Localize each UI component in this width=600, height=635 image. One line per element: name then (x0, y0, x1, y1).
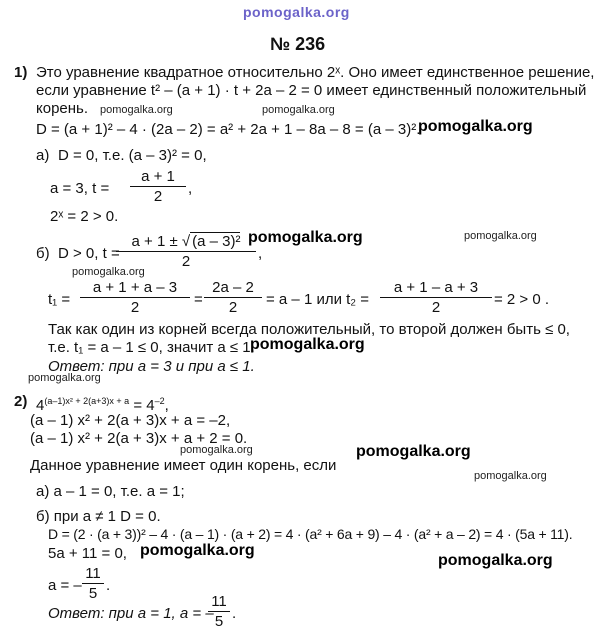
watermark-bold: pomogalka.org (356, 443, 471, 460)
t1-fraction-simplified (204, 279, 262, 316)
t2-fraction (380, 279, 492, 316)
case-b-label: б) (36, 245, 50, 262)
case-a-fraction (130, 168, 186, 205)
eq-exponent: (a–1)x² + 2(a+3)x + a (44, 396, 130, 406)
case-a-label: а) (36, 147, 50, 164)
watermark-small: pomogalka.org (72, 266, 145, 278)
part2-answer-fraction (208, 593, 230, 630)
part2-answer: Ответ: при a = 1, a = – (48, 605, 214, 622)
watermark-top: pomogalka.org (243, 4, 350, 20)
equals-sign: = (194, 291, 203, 308)
case-b-comma: , (258, 245, 263, 262)
watermark-bold: pomogalka.org (248, 229, 363, 246)
discriminant-line: D = (a + 1)² – 4 · (2a – 2) = a² + 2a + 1 – 8a – 8 = (a – 3)². (36, 121, 421, 138)
fraction-denominator: 2 (431, 299, 441, 316)
fraction-numerator: a + 1 + a – 3 (92, 279, 178, 296)
watermark-small: pomogalka.org (28, 372, 101, 384)
part2-line2: (a – 1) x² + 2(a + 3)x + a = –2, (30, 412, 231, 429)
note-line1: Так как один из корней всегда положительный, то второй должен быть ≤ 0, (48, 321, 570, 338)
watermark-bold: pomogalka.org (140, 542, 255, 559)
fraction-denominator: 5 (214, 613, 224, 630)
part2-marker: 2) (14, 393, 28, 410)
part1-line1: Это уравнение квадратное относительно 2ˣ. Оно имеет единственное решение, (36, 64, 595, 81)
fraction-bar (80, 297, 190, 298)
fraction-denominator: 2 (228, 299, 238, 316)
fraction-bar (208, 611, 230, 612)
fraction-numerator: a + 1 ± √ (a – 3)² (131, 233, 241, 250)
eq-rhs: = 4 (133, 397, 155, 414)
fraction-numerator: 2a – 2 (212, 279, 254, 296)
page-title: № 236 (270, 34, 326, 54)
watermark-small: pomogalka.org (100, 104, 173, 116)
fraction-bar (204, 297, 262, 298)
watermark-bold: pomogalka.org (438, 552, 553, 569)
part2-a-prefix: a = – (48, 577, 82, 594)
part2-line3: (a – 1) x² + 2(a + 3)x + a + 2 = 0. (30, 430, 248, 447)
fraction-numerator: a + 1 – a + 3 (393, 279, 479, 296)
eq-base: 4 (36, 397, 45, 414)
numerator-part: a + 1 ± (131, 233, 178, 250)
t1-prefix: t₁ = (48, 291, 71, 308)
case-b-condition: D > 0, t = (58, 245, 120, 262)
t1-fraction (80, 279, 190, 316)
part1-line2: если уравнение t² – (a + 1) · t + 2a – 2 = 0 имеет единственный положительный (36, 82, 587, 99)
fraction-denominator: 2 (181, 253, 191, 270)
fraction-numerator: 11 (211, 593, 227, 610)
case-a-comma: , (188, 180, 193, 197)
part2-case-b: б) при a ≠ 1 D = 0. (36, 508, 161, 525)
case-a-check: 2ˣ = 2 > 0. (50, 208, 119, 225)
part1-answer: Ответ: при a = 3 и при a ≤ 1. (48, 358, 255, 375)
part2-case-a: а) a – 1 = 0, т.е. a = 1; (36, 483, 185, 500)
fraction-numerator: a + 1 (141, 168, 175, 185)
fraction-bar (116, 251, 256, 252)
fraction-numerator: 11 (85, 565, 101, 582)
fraction-denominator: 5 (88, 585, 98, 602)
t1-tail: = a – 1 или t₂ = (266, 291, 370, 308)
part1-line3: корень. (36, 100, 89, 117)
note-line2: т.е. t₁ = a – 1 ≤ 0, значит a ≤ 1. (48, 339, 255, 356)
part2-line4: Данное уравнение имеет один корень, если (30, 457, 337, 474)
watermark-small: pomogalka.org (464, 230, 537, 242)
watermark-small: pomogalka.org (262, 104, 335, 116)
fraction-bar (130, 186, 186, 187)
part2-a-suffix: . (106, 577, 111, 594)
part1-marker: 1) (14, 64, 28, 81)
t2-tail: = 2 > 0 . (494, 291, 550, 308)
eq-tail: , (164, 397, 169, 414)
part2-discriminant: D = (2 · (a + 3))² – 4 · (a – 1) · (a + 2) = 4 · (a² + 6a + 9) – 4 · (a² + a – 2) = 4 · (5a + 11). (48, 526, 573, 542)
watermark-bold: pomogalka.org (250, 336, 365, 353)
part2-answer-suffix: . (232, 605, 237, 622)
watermark-small: pomogalka.org (474, 470, 547, 482)
fraction-denominator: 2 (153, 188, 163, 205)
part2-equation (36, 393, 169, 414)
radical-content: (a – 3)² (192, 233, 241, 250)
part2-a-fraction (82, 565, 104, 602)
fraction-denominator: 2 (130, 299, 140, 316)
eq-rhs-exponent: –2 (154, 396, 165, 406)
watermark-bold: pomogalka.org (418, 118, 533, 135)
fraction-bar (380, 297, 492, 298)
case-a-condition: D = 0, т.е. (a – 3)² = 0, (58, 147, 207, 164)
part2-linear: 5a + 11 = 0, (48, 545, 127, 562)
watermark-small: pomogalka.org (180, 444, 253, 456)
fraction-bar (82, 583, 104, 584)
case-b-fraction (116, 233, 256, 270)
case-a-t-prefix: a = 3, t = (50, 180, 110, 197)
